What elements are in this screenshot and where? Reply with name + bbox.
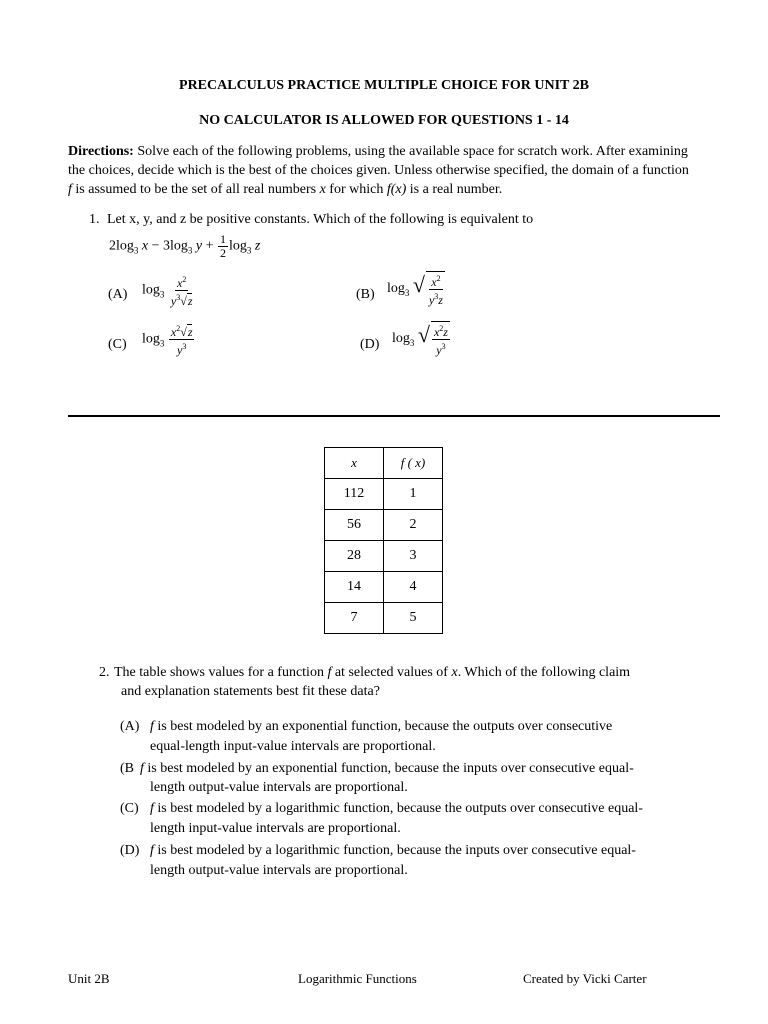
table-header-fx: f ( x) bbox=[384, 448, 443, 479]
directions-text: is a real number. bbox=[406, 182, 503, 197]
table-cell: 1 bbox=[384, 479, 443, 510]
table-cell: 14 bbox=[325, 572, 384, 603]
table-cell: 56 bbox=[325, 510, 384, 541]
directions-label: Directions: bbox=[68, 144, 134, 159]
q1-choice-d-expr: $\log_3$ √ $\frac{x^2z}{y^3}$ bbox=[392, 322, 448, 357]
table-row bbox=[325, 572, 443, 603]
q2-choice-b-line1: f is best modeled by an exponential function, because the inputs over consecutive equal- bbox=[140, 761, 634, 776]
directions-text: Solve each of the following problems, using the available space for scratch work. After examining the choices, decide which is the best of the choices given. Unless otherwise specified, the domain of a function bbox=[68, 144, 689, 178]
q2-stem-line2: and explanation statements best fit these data? bbox=[121, 684, 380, 699]
table-cell: 2 bbox=[384, 510, 443, 541]
directions-text: for which bbox=[325, 182, 387, 197]
q1-choice-a-expr: $\log_3$ $\frac{x^2}{y^3√z}$ bbox=[142, 275, 193, 308]
q1-choice-d-label: (D) bbox=[360, 337, 380, 352]
q2-stem-text: . Which of the following claim bbox=[457, 665, 631, 680]
q2-choice-d-label: (D) bbox=[120, 843, 140, 858]
q2-choice-b-text: is best modeled by an exponential function, because the inputs over consecutive equal- bbox=[143, 761, 634, 776]
directions-x: x bbox=[319, 182, 326, 197]
table-cell: 4 bbox=[384, 572, 443, 603]
table-cell: 112 bbox=[325, 479, 384, 510]
q2-choice-c-line1: f is best modeled by a logarithmic function, because the outputs over consecutive equal- bbox=[150, 801, 643, 816]
q2-choice-a-line1: f is best modeled by an exponential function, because the outputs over consecutive bbox=[150, 719, 613, 734]
q2-choice-d-text: is best modeled by a logarithmic function, because the inputs over consecutive equal- bbox=[153, 843, 636, 858]
q2-choice-a-text: is best modeled by an exponential function, because the outputs over consecutive bbox=[153, 719, 613, 734]
q2-stem-f: f bbox=[327, 665, 332, 680]
table-row bbox=[325, 541, 443, 572]
table-row bbox=[325, 603, 443, 634]
q2-choice-d-line1: f is best modeled by a logarithmic function, because the inputs over consecutive equal- bbox=[150, 843, 636, 858]
table-cell: 7 bbox=[325, 603, 384, 634]
q1-number: 1. bbox=[89, 212, 100, 227]
directions bbox=[68, 142, 696, 199]
directions-text: is assumed to be the set of all real numbers bbox=[71, 182, 320, 197]
footer-left: Unit 2B bbox=[68, 971, 110, 986]
q2-choice-a-line2: equal-length input-value intervals are proportional. bbox=[150, 739, 436, 754]
footer-center: Logarithmic Functions bbox=[298, 971, 417, 986]
q1-choice-c-label: (C) bbox=[108, 337, 127, 352]
table-row bbox=[325, 510, 443, 541]
q2-stem-x: x bbox=[451, 665, 458, 680]
table-cell: 5 bbox=[384, 603, 443, 634]
q2-choice-c-text: is best modeled by a logarithmic function, because the outputs over consecutive equal- bbox=[153, 801, 643, 816]
page-subtitle: NO CALCULATOR IS ALLOWED FOR QUESTIONS 1 - 14 bbox=[199, 113, 569, 128]
page-title: PRECALCULUS PRACTICE MULTIPLE CHOICE FOR UNIT 2B bbox=[179, 78, 589, 93]
q2-choice-b-line2: length output-value intervals are proportional. bbox=[150, 780, 408, 795]
q1-stem: Let x, y, and z be positive constants. Which of the following is equivalent to bbox=[107, 212, 534, 227]
q1-choice-b-expr: $\log_3$ √ $\frac{x^2}{y^3z}$ bbox=[387, 272, 443, 307]
q2-choice-d-line2: length output-value intervals are proportional. bbox=[150, 863, 408, 878]
table-row bbox=[325, 479, 443, 510]
q2-choice-c-line2: length input-value intervals are proportional. bbox=[150, 821, 401, 836]
q2-number: 2. bbox=[99, 665, 110, 680]
section-divider bbox=[68, 415, 720, 417]
q2-choice-c-label: (C) bbox=[120, 801, 139, 816]
directions-fx: f(x) bbox=[386, 182, 407, 197]
table-header-row bbox=[325, 448, 443, 479]
q2-stem-line1 bbox=[114, 663, 630, 683]
q1-choice-c-expr: $\log_3$ $\frac{x^2√z}{y^3}$ bbox=[142, 324, 193, 357]
q1-expression: $2\log_3$ $x - 3\log_3$ y + $\frac{1}{2}$ $\log_3 z$ bbox=[109, 232, 261, 260]
directions-f: f bbox=[68, 182, 72, 197]
q2-choice-b-label: (B bbox=[120, 761, 134, 776]
footer-right: Created by Vicki Carter bbox=[523, 971, 647, 986]
q2-choice-a-label: (A) bbox=[120, 719, 140, 734]
table-cell: 3 bbox=[384, 541, 443, 572]
table-cell: 28 bbox=[325, 541, 384, 572]
q2-stem-text: at selected values of bbox=[331, 665, 452, 680]
function-table bbox=[324, 447, 443, 634]
table-header-x: x bbox=[325, 448, 384, 479]
q1-choice-a-label: (A) bbox=[108, 287, 128, 302]
q1-choice-b-label: (B) bbox=[356, 287, 375, 302]
q2-stem-text: The table shows values for a function bbox=[114, 665, 328, 680]
